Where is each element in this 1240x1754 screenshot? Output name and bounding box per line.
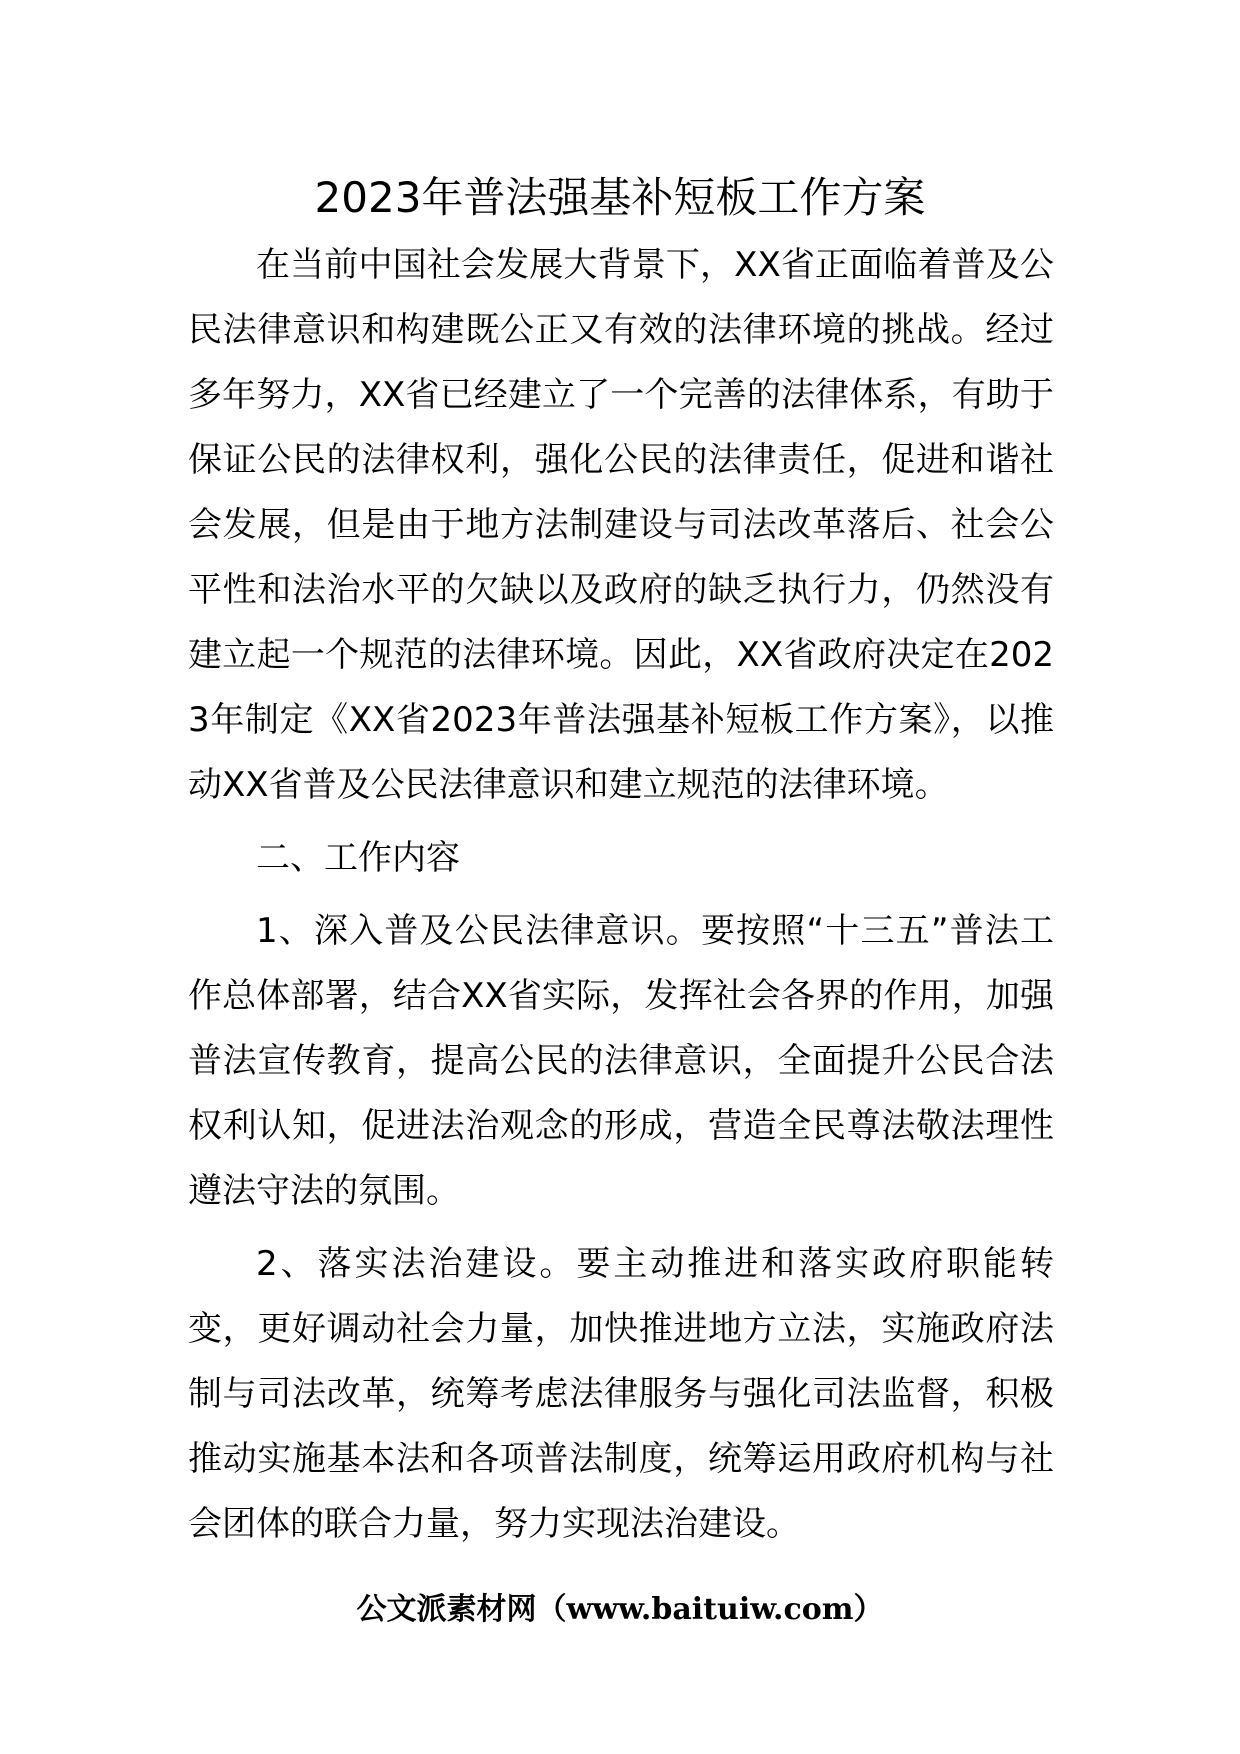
work-item-1-paragraph: 1、深入普及公民法律意识。要按照“十三五”普法工作总体部署，结合XX省实际，发挥社会各界的作用，加强普法宣传教育，提高公民的法律意识，全面提升公民合法权利认知，促进法治观念的形成，营造全民尊法敬法理性遵法守法的氛围。 [188,911,1054,1211]
document-body [188,233,1054,1557]
section-heading-work-content: 二、工作内容 [256,838,460,878]
intro-paragraph: 在当前中国社会发展大背景下，XX省正面临着普及公民法律意识和构建既公正又有效的法律环境的挑战。经过多年努力，XX省已经建立了一个完善的法律体系，有助于保证公民的法律权利，强化公民的法律责任，促进和谐社会发展，但是由于地方法制建设与司法改革落后、社会公平性和法治水平的欠缺以及政府的缺乏执行力，仍然没有建立起一个规范的法律环境。因此，XX省政府决定在2023年制定《XX省2023年普法强基补短板工作方案》，以推动XX省普及公民法律意识和建立规范的法律环境。 [188,245,1054,805]
document-title: 2023年普法强基补短板工作方案 [314,173,926,222]
work-item-2-paragraph: 2、落实法治建设。要主动推进和落实政府职能转变，更好调动社会力量，加快推进地方立法，实施政府法制与司法改革，统筹考虑法律服务与强化司法监督，积极推动实施基本法和各项普法制度，统筹运用政府机构与社会团体的联合力量，努力实现法治建设。 [188,1244,1054,1544]
footer-watermark: 公文派素材网（www.baituiw.com） [356,1592,884,1627]
